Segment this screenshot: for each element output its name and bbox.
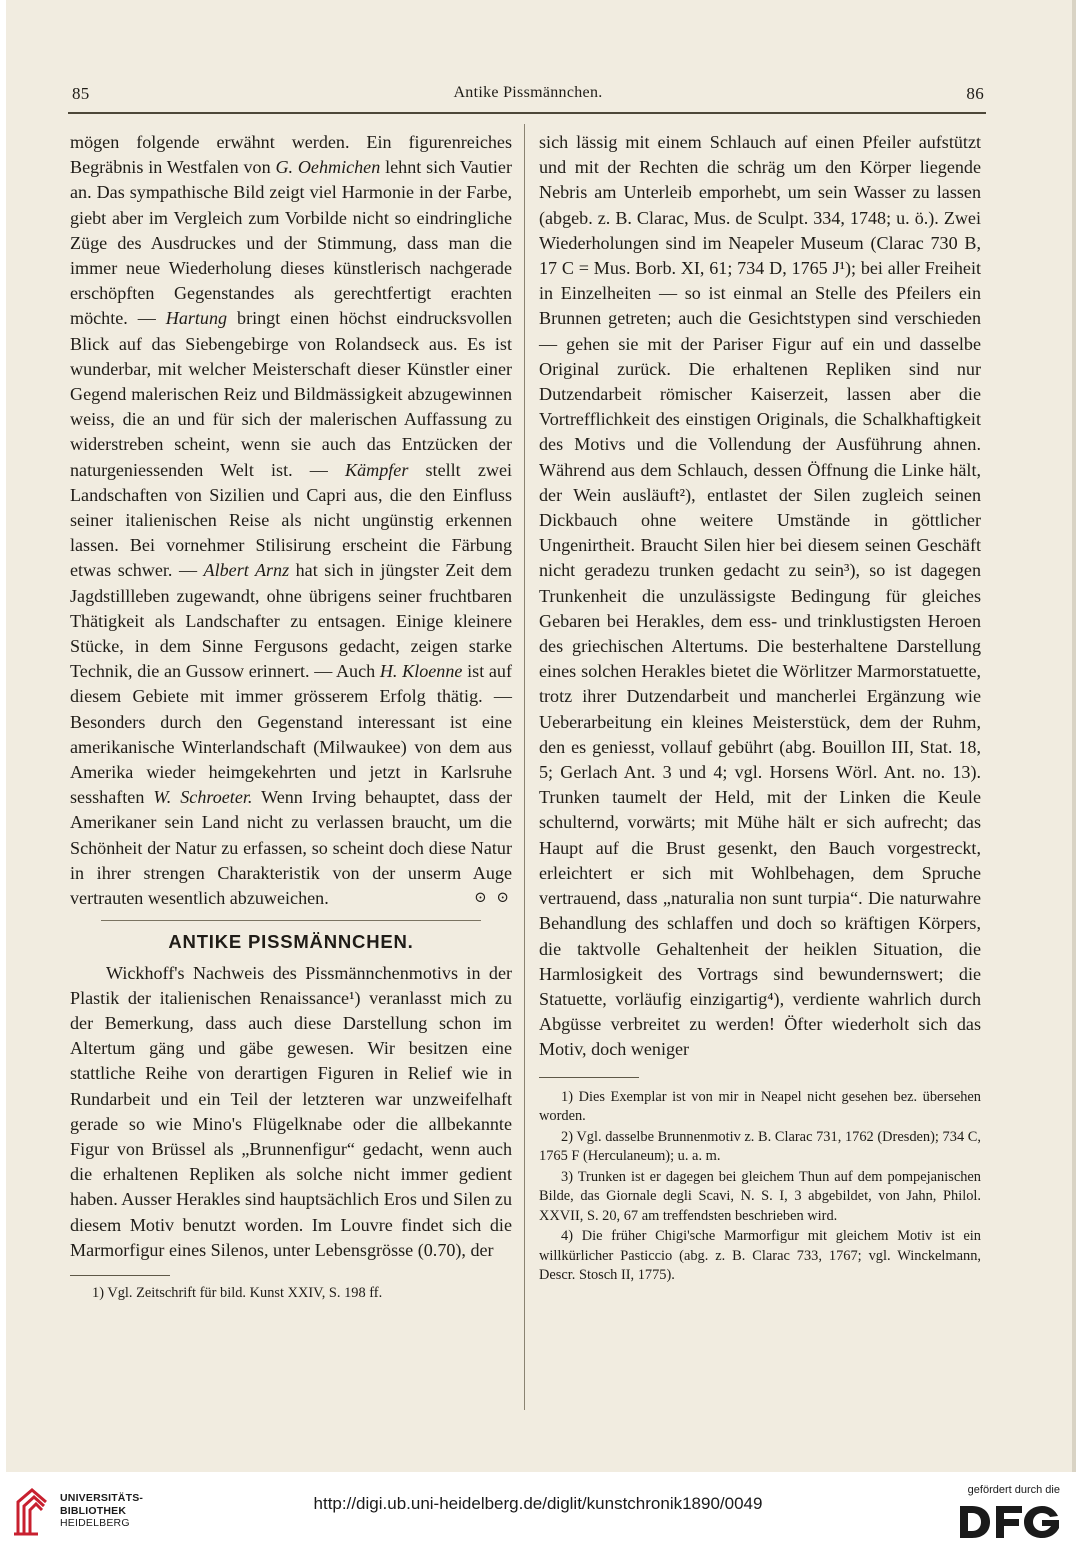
artist-name: Albert Arnz [203,560,290,581]
section-end-mark: ⊙ ⊙ [474,890,512,907]
footnote: 2) Vgl. dasselbe Brunnenmotiv z. B. Clarac 731, 1762 (Dresden); 734 C, 1765 F (Herculaneum); u. a. m. [539,1128,981,1165]
text-run: stellt zwei Landschaften von Sizilien und Capri aus, die den Einfluss seiner italienischen Reise als nicht ungünstig erkennen lassen. Bei vornehmer Stilisirung erscheint die Färbung etwas schwer. — [70,459,512,581]
article-heading: ANTIKE PISSMÄNNCHEN. [168,931,414,953]
left-paragraph-exhibition [70,130,512,911]
footnote: 4) Die früher Chigi'sche Marmorfigur mit gleichem Motiv ist ein willkürlicher Pasticcio (abg. z. B. Clarac 733, 1767; vgl. Winckelmann, Descr. Stosch II, 1775). [539,1228,981,1284]
footnote: 1) Vgl. Zeitschrift für bild. Kunst XXIV, S. 198 ff. [92,1284,383,1301]
text-run: mögen folgende erwähnt werden. Ein figurenreiches Begräbnis in Westfalen von [70,132,512,178]
page-number-right: 86 [966,84,984,103]
funding-label: gefördert durch die [967,1484,1060,1496]
text-run: Wenn Irving behauptet, dass der Amerikaner sein Land nicht zu verlassen braucht, um die Schönheit der Natur zu erfassen, so scheint doch diese Natur in ihrer strengen Charakteristik von der unserm Auge vertrauten wesentlich abzuweichen. [70,787,513,909]
artist-name: H. Kloenne [379,661,463,682]
artist-name: G. Oehmichen [275,157,381,178]
article-paragraph-continued: sich lässig mit einem Schlauch auf einen Pfeiler aufstützt und mit der Rechten die schräg um den Körper liegende Nebris am Unterleib emporhebt, um sein Wasser zu lassen (abgeb. z. B. Clarac, Mus. de Sculpt. 334, 1748; u. ö.). Zwei Wiederholungen sind im Neapeler Museum (Clarac 730 B, 17 C = Mus. Borb. XI, 61; 734 D, 1765 J¹); bei aller Freiheit in Einzelheiten — so ist einmal an Stelle des Pfeilers ein Brunnen getreten; auch die Gesichtstypen sind verschieden — gehen sie mit der Pariser Figur auf ein und dasselbe Original zurück. Die erhaltenen Repliken sind nur Dutzendarbeit römischer Kaiserzeit, lassen aber die Vortrefflichkeit des einstigen Originals, die Schalkhaftigkeit des Motivs und die Vollendung der Ausführung ahnen. Während aus dem Schlauch, dessen Öffnung die Linke hält, der Wein ausläuft²), entlastet der Silen zugleich seinen Dickbauch ohne weitere Umstände in göttlicher Ungenirtheit. Braucht Silen hier bei diesem seinen Geschäft nicht geradezu trunken gedacht zu sein³), so ist dagegen Trunkenheit die unzulässigste Bedingung für gleiches Gebaren bei Herakles, dem ess- und trinklustigsten Heroen des griechischen Altertums. Die besterhaltene Darstellung eines solchen Herakles bietet die Wörlitzer Marmorstatuette, trotz ihrer Dutzendarbeit und mancherlei Ergänzung wie Ueberarbeitung ein kleines Meisterstück, dem der Ruhm, den es geniesst, vollauf gebührt (abg. Bouillon III, Stat. 18, 5; Gerlach Ant. 3 und 4; vgl. Horsens Wörl. Ant. no. 13). Trunken taumelt der Held, mit der Linken die Keule schulternd, vorwärts; mit Mühe hält er sich aufrecht; das Haupt auf die Brust gesenkt, den Bauch vorgestreckt, erleichtert er sich mit Wohlbehagen, dem Spruche vertrauend, dass „naturalia non sunt turpia“. Die naturwahre Behandlung des schlaffen und doch so kräftigen Körpers, die taktvolle Gehaltenheit der heiklen Situation, die Harmlosigkeit des Vortrags sind bewundernswert; die Statuette, vorläufig einzigartig⁴), verdiente wahrlich durch Abgüsse verbreitet zu werden! Öfter wiederholt sich das Motiv, doch weniger [539,132,981,1060]
text-run: lehnt sich Vautier an. Das sympathische Bild zeigt viel Harmonie in der Farbe, giebt aber im Vergleich zum Vorbilde nicht so eindringliche Züge des Ausdruckes und der Stimmung, dass man die immer neue Wiederholung dieses künstlerisch nachgerade erschöpften Gegenstandes als gerechtfertigt erachten möchte. — [70,157,512,329]
footnote-rule [539,1077,639,1078]
text-run: ist auf diesem Gebiete mit immer grösserem Erfolg thätig. — Besonders durch den Gegenstand interessant ist eine amerikanische Winterlandschaft (Milwaukee) von dem aus Amerika wieder heimgekehrten und jetzt in Karlsruhe sesshaften [70,661,513,808]
section-divider [101,920,481,921]
library-name-line: BIBLIOTHEK [60,1504,127,1517]
footnote-rule [70,1275,170,1276]
viewer-footer [0,1472,1076,1552]
artist-name: W. Schroeter. [153,787,253,808]
footnote: 3) Trunken ist er dagegen bei gleichem Thun auf dem pompejanischen Bilde, das Giornale degli Scavi, N. S. I, 3 abgebildet, von Jahn, Philol. XXVII, S. 20, 67 am treffendsten beschrieben wird. [539,1168,981,1224]
dfg-logo-icon[interactable] [958,1502,1062,1542]
artist-name: Hartung [165,308,228,329]
library-name-line: HEIDELBERG [60,1517,130,1529]
column-divider [524,124,525,1410]
artist-name: Kämpfer [345,459,409,480]
running-header [72,84,984,108]
library-name-line: UNIVERSITÄTS- [60,1492,144,1504]
article-paragraph: Wickhoff's Nachweis des Pissmännchenmotivs in der Plastik der italienischen Renaissance¹) veranlasst mich zu der Bemerkung, dass auch diese Darstellung schon im Altertum gäng und gäbe gewesen. Wir besitzen eine stattliche Reihe von derartigen Figuren in Relief wie in Rundarbeit und ein Teil der letzteren war unzweifelhaft gerade so wie Mino's Flügelknabe oder die allbekannte Figur von Brüssel als „Brunnenfigur“ gedacht, wenn auch die erhaltenen Repliken als solche nicht immer gedient haben. Ausser Herakles sind hauptsächlich Eros und Silen zu diesem Motiv benutzt worden. Im Louvre findet sich die Marmorfigur eines Silenos, unter Lebensgrösse (0.70), der [70,962,512,1260]
page-number-left: 85 [72,84,90,103]
footnote: 1) Dies Exemplar ist von mir in Neapel nicht gesehen bez. übersehen worden. [539,1088,981,1125]
right-column [539,130,981,1286]
running-title: Antike Pissmännchen. [453,84,603,101]
permalink-url[interactable]: http://digi.ub.uni-heidelberg.de/diglit/kunstchronik1890/0049 [313,1494,763,1513]
left-column [70,130,512,1303]
text-run: hat sich in jüngster Zeit dem Jagdstillleben zugewandt, ohne übrigens seiner fruchtbaren Thätigkeit als Landschafter zu entsagen. Einige kleinere Stücke, in dem Sinne Fergusons gedacht, zeigen starke Technik, die an Gussow erinnert. — Auch [70,560,512,682]
text-run: bringt einen höchst eindrucksvollen Blick auf das Siebengebirge von Rolandseck aus. Es ist wunderbar, mit welcher Meisterschaft dieser Künstler einer Gegend malerischen Reiz und Bildmässigkeit abzugewinnen weiss, die an und für sich der malerischen Auffassung zu widerstreben scheint, wenn sie auch das Entzücken der naturgeniessenden Welt ist. — [70,308,513,480]
header-rule [68,112,986,114]
